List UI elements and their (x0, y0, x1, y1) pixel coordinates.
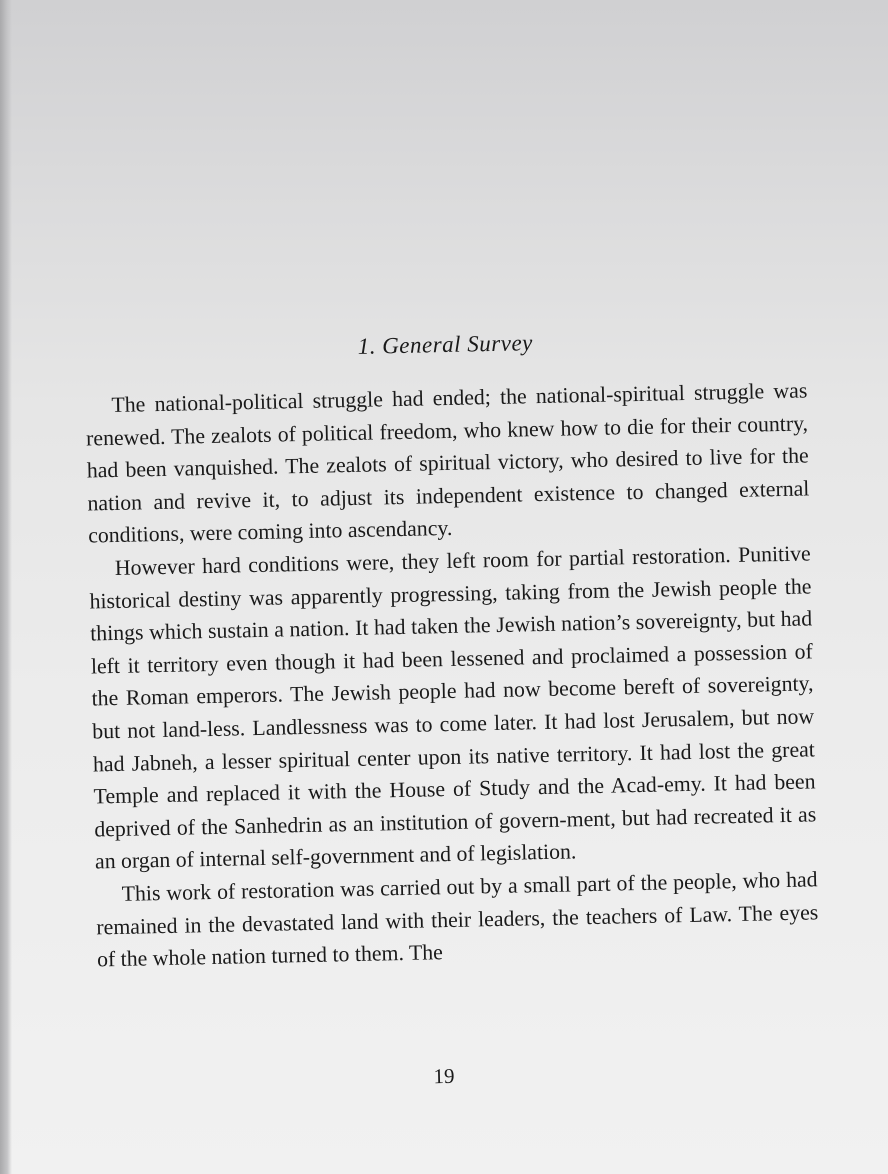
paragraph-2: However hard conditions were, they left room for partial restoration. Punitive historical destiny was apparently progressing, taking from the Jewish people the things which sustain a nation. It had taken the Jewish nation’s sovereignty, but had left it territory even though it had been lessened and proclaimed a possession of the Roman emperors. The Jewish people had now become bereft of sovereignty, but not land-less. Landlessness was to come later. It had lost Jerusalem, but now had Jabneh, a lesser spiritual center upon its native territory. It had lost the great Temple and replaced it with the House of Study and the Acad-emy. It had been deprived of the Sanhedrin as an institution of govern-ment, but had recreated it as an organ of internal self-government and of legislation. (89, 541, 817, 874)
paragraph-3: This work of restoration was carried out by a small part of the people, who had remained in the devastated land with their leaders, the teachers of Law. The eyes of the whole nation turned to them. The (96, 867, 819, 972)
page-text-block (84, 324, 819, 976)
page-edge-shadow (0, 0, 12, 1174)
page-number: 19 (433, 1063, 455, 1089)
paragraph-1: The national-political struggle had ended; the national-spiritual struggle was renewed. The zealots of political freedom, who knew how to die for their country, had been vanquished. The zealots of spiritual victory, who desired to live for the nation and revive it, to adjust its independent existence to changed external conditions, were coming into ascendancy. (85, 378, 810, 548)
chapter-heading: 1. General Survey (357, 330, 534, 359)
